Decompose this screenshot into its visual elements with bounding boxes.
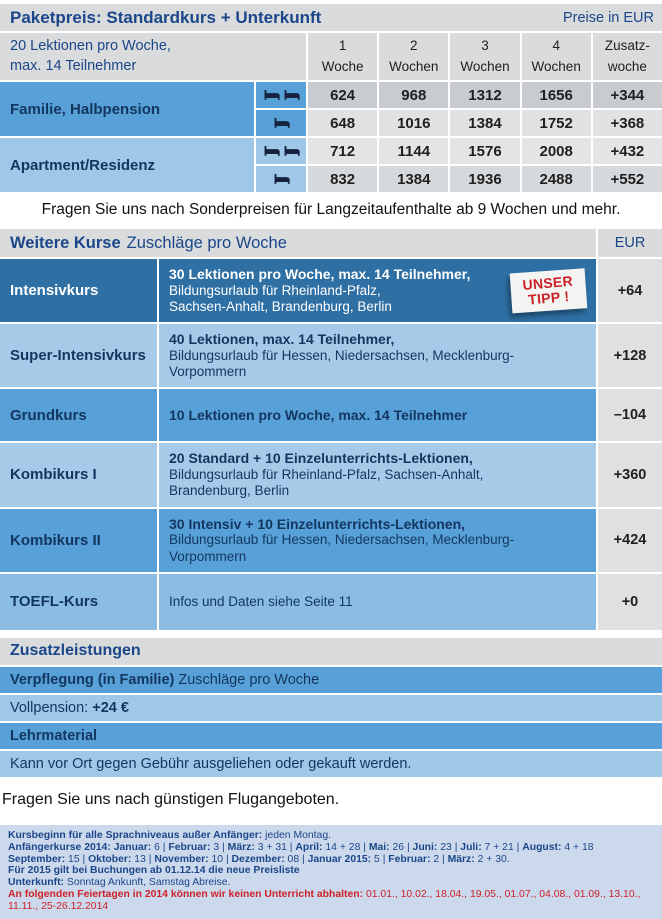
course-price: +360 xyxy=(598,443,662,506)
footnote-line xyxy=(8,830,654,842)
desc-line: 10 Lektionen pro Woche, max. 14 Teilnehmer xyxy=(169,406,468,423)
price-cell: 1384 xyxy=(450,110,519,136)
unit-header: EUR xyxy=(598,229,662,257)
bed-icon xyxy=(263,145,280,157)
desc-line: Sachsen-Anhalt, Brandenburg, Berlin xyxy=(169,298,392,314)
extras-row-lehrmaterial xyxy=(0,723,662,749)
course-name-intensivkurs: Intensivkurs xyxy=(0,259,157,322)
package-price-header xyxy=(0,4,662,31)
bed-icon xyxy=(283,145,300,157)
price-cell: 2008 xyxy=(522,138,591,164)
course-price: +64 xyxy=(598,259,662,322)
course-name-kombikurs-1: Kombikurs I xyxy=(0,443,157,506)
price-cell: 968 xyxy=(379,82,448,108)
footnote-line xyxy=(8,877,654,889)
course-name-kombikurs-2: Kombikurs II xyxy=(0,509,157,572)
column-header-extra-week: Zusatz- woche xyxy=(593,33,662,80)
desc-line: Bildungsurlaub für Hessen, Niedersachsen, Mecklenburg-Vorpommern xyxy=(169,532,515,564)
additional-courses-table xyxy=(0,229,662,630)
price-cell: 1312 xyxy=(450,82,519,108)
course-spec-cell xyxy=(0,33,306,80)
price-cell: 1144 xyxy=(379,138,448,164)
price-cell: 1936 xyxy=(450,166,519,192)
extras-row-lehrmaterial-info xyxy=(0,751,662,777)
price-cell: 624 xyxy=(308,82,377,108)
desc-line: 40 Lektionen, max. 14 Teilnehmer, xyxy=(169,331,395,348)
currency-note: Preise in EUR xyxy=(562,9,654,26)
text-segments: An folgenden Feiertagen in 2014 können wir keinen Unterricht abhalten: 01.01., 10.02., 18.04., 19.05., 01.07., 04.08., 01.09., 13.10., 11.11., 25-26.12.2014 xyxy=(8,889,641,913)
unser-tipp-badge: UNSER TIPP ! xyxy=(510,268,587,313)
desc-line: 20 Standard + 10 Einzelunterrichts-Lektionen, xyxy=(169,450,473,467)
bed-icon xyxy=(273,117,290,129)
course-price: +0 xyxy=(598,574,662,630)
price-cell: 1384 xyxy=(379,166,448,192)
long-stay-note: Fragen Sie uns nach Sonderpreisen für Langzeitaufenthalte ab 9 Wochen und mehr. xyxy=(41,201,621,218)
extras-row-vollpension xyxy=(0,695,662,721)
course-name-grundkurs: Grundkurs xyxy=(0,389,157,441)
course-desc-super-intensivkurs xyxy=(159,324,596,387)
bed-icon xyxy=(273,173,290,185)
price-cell: 648 xyxy=(308,110,377,136)
course-price: +424 xyxy=(598,509,662,572)
desc-line: Brandenburg, Berlin xyxy=(169,483,290,499)
double-bed-icon xyxy=(256,82,306,108)
desc-line: 30 Lektionen pro Woche, max. 14 Teilnehmer, xyxy=(169,266,471,282)
price-cell: +368 xyxy=(593,110,662,136)
additional-courses-header xyxy=(0,229,596,257)
price-cell: 1016 xyxy=(379,110,448,136)
course-desc-toefl-kurs xyxy=(159,574,596,630)
column-header-week3: 3 Wochen xyxy=(450,33,519,80)
desc-line: 30 Intensiv + 10 Einzelunterrichts-Lektionen, xyxy=(169,515,466,532)
price-cell: 712 xyxy=(308,138,377,164)
price-cell: 832 xyxy=(308,166,377,192)
footnote-line xyxy=(8,865,654,877)
additional-courses-grid xyxy=(0,229,662,630)
single-bed-icon xyxy=(256,166,306,192)
price-cell: 1752 xyxy=(522,110,591,136)
price-cell: +432 xyxy=(593,138,662,164)
desc-line: Bildungsurlaub für Rheinland-Pfalz, xyxy=(169,282,381,298)
course-price: –104 xyxy=(598,389,662,441)
extras-section xyxy=(0,638,662,777)
course-desc-grundkurs xyxy=(159,389,596,441)
course-name-super-intensivkurs: Super-Intensivkurs xyxy=(0,324,157,387)
text-segments: Vollpension: +24 € xyxy=(10,699,129,716)
text-segments: Lehrmaterial xyxy=(10,727,98,744)
text-segments: Unterkunft: Sonntag Ankunft, Samstag Abreise. xyxy=(8,877,231,889)
price-cell: 1576 xyxy=(450,138,519,164)
package-price-table xyxy=(0,4,662,219)
double-bed-icon xyxy=(256,138,306,164)
course-desc-kombikurs-1 xyxy=(159,443,596,506)
course-desc-kombikurs-2 xyxy=(159,509,596,572)
column-header-week2: 2 Wochen xyxy=(379,33,448,80)
section-subtitle: Zuschläge pro Woche xyxy=(126,233,287,252)
desc-line: Infos und Daten siehe Seite 11 xyxy=(169,593,353,609)
course-desc-intensivkurs xyxy=(159,259,596,322)
single-bed-icon xyxy=(256,110,306,136)
course-spec-line2: max. 14 Teilnehmer xyxy=(10,57,137,74)
package-price-grid xyxy=(0,33,662,192)
extras-title: Zusatzleistungen xyxy=(0,638,662,665)
text-segments: Für 2015 gilt bei Buchungen ab 01.12.14 die neue Preisliste xyxy=(8,865,300,877)
footnotes-box xyxy=(0,825,662,919)
price-cell: 1656 xyxy=(522,82,591,108)
column-header-week4: 4 Wochen xyxy=(522,33,591,80)
course-spec-line1: 20 Lektionen pro Woche, xyxy=(10,37,171,54)
section-title: Weitere Kurse xyxy=(10,233,121,252)
footnote-line-holidays xyxy=(8,889,654,913)
price-cell: +344 xyxy=(593,82,662,108)
column-header-week1: 1 Woche xyxy=(308,33,377,80)
bed-icon xyxy=(263,89,280,101)
flight-offer-note: Fragen Sie uns nach günstigen Flugangeboten. xyxy=(2,790,340,808)
desc-line: Bildungsurlaub für Rheinland-Pfalz, Sachsen-Anhalt, xyxy=(169,467,484,483)
desc-line: Bildungsurlaub für Hessen, Niedersachsen, Mecklenburg-Vorpommern xyxy=(169,347,515,380)
footnote-line xyxy=(8,842,654,854)
row-label-apartment-residenz: Apartment/Residenz xyxy=(0,138,254,192)
text-segments: Anfängerkurse 2014: Januar: 6 | Februar: 3 | März: 3 + 31 | April: 14 + 28 | Mai: 26 | Juni: 23 | Juli: 7 + 21 | August: 4 + 18 xyxy=(8,841,594,853)
text-segments: Verpflegung (in Familie) Zuschläge pro Woche xyxy=(10,671,320,688)
text-segments: Kann vor Ort gegen Gebühr ausgeliehen oder gekauft werden. xyxy=(10,755,412,772)
text-segments: Kursbeginn für alle Sprachniveaus außer Anfänger: jeden Montag. xyxy=(8,829,331,841)
footnote-line xyxy=(8,854,654,866)
row-label-familie-halbpension: Familie, Halbpension xyxy=(0,82,254,136)
course-price: +128 xyxy=(598,324,662,387)
price-cell: +552 xyxy=(593,166,662,192)
price-cell: 2488 xyxy=(522,166,591,192)
extras-row-verpflegung xyxy=(0,667,662,693)
bed-icon xyxy=(283,89,300,101)
page-title: Paketpreis: Standardkurs + Unterkunft xyxy=(10,7,322,27)
course-name-toefl-kurs: TOEFL-Kurs xyxy=(0,574,157,630)
text-segments: September: 15 | Oktober: 13 | November: 10 | Dezember: 08 | Januar 2015: 5 | Februar: 2 | März: 2 + 30. xyxy=(8,853,510,865)
